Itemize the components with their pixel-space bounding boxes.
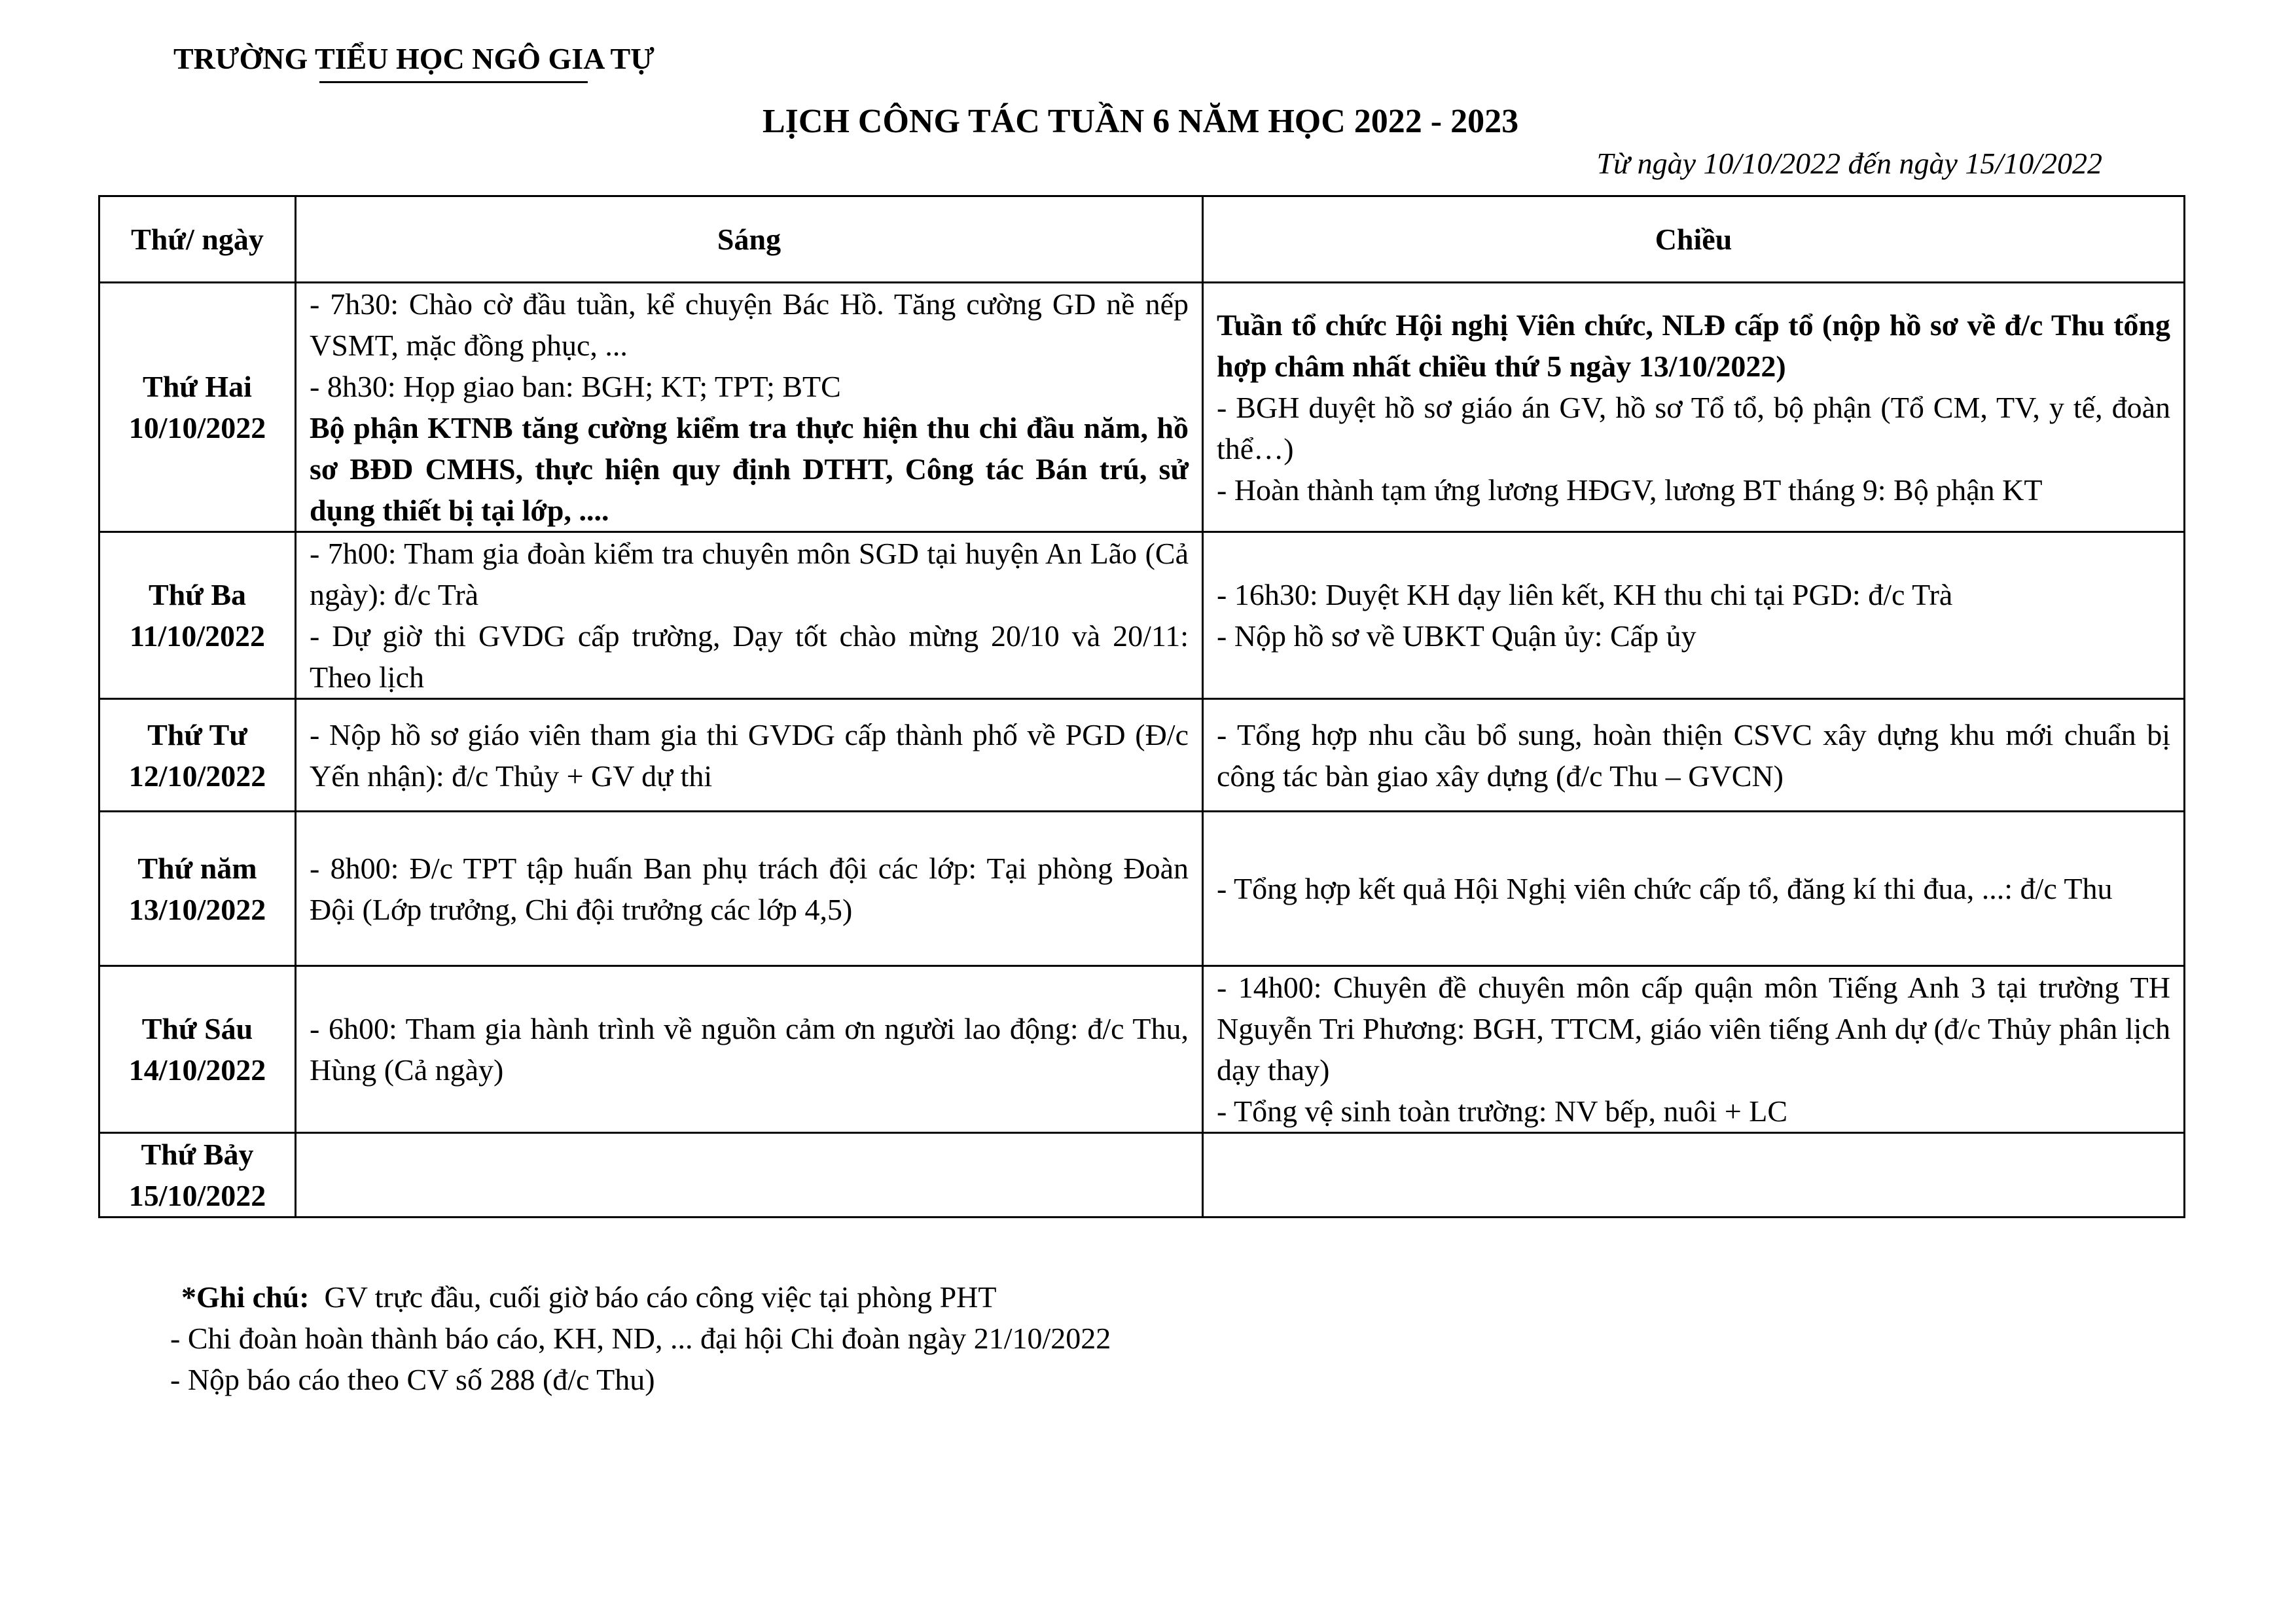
table-row <box>99 1133 2185 1218</box>
day-name: Thứ Tư <box>147 717 247 751</box>
day-name: Thứ Hai <box>143 370 252 403</box>
morning-cell <box>296 699 1203 812</box>
day-cell <box>99 1133 296 1218</box>
day-name: Thứ Ba <box>148 578 247 611</box>
notes <box>170 1276 1111 1400</box>
afternoon-entry: - Nộp hồ sơ về UBKT Quận ủy: Cấp ủy <box>1217 619 1696 653</box>
afternoon-entry: Tuần tổ chức Hội nghị Viên chức, NLĐ cấp tổ (nộp hồ sơ về đ/c Thu tổng hợp châm nhất chiều thứ 5 ngày 13/10/2022) <box>1217 308 2170 383</box>
table-row <box>99 532 2185 699</box>
morning-entry: - Nộp hồ sơ giáo viên tham gia thi GVDG cấp thành phố về PGD (Đ/c Yến nhận): đ/c Thủy + GV dự thi <box>310 717 1189 793</box>
morning-cell <box>296 1133 1203 1218</box>
morning-cell <box>296 966 1203 1133</box>
note-first-line <box>170 1276 1111 1318</box>
afternoon-entry: - Tổng hợp nhu cầu bổ sung, hoàn thiện CSVC xây dựng khu mới chuẩn bị công tác bàn giao xây dựng (đ/c Thu – GVCN) <box>1217 717 2170 793</box>
schedule-table <box>98 195 2185 1218</box>
day-cell <box>99 283 296 532</box>
afternoon-cell <box>1203 699 2185 812</box>
morning-cell <box>296 532 1203 699</box>
table-row <box>99 812 2185 966</box>
date-range: Từ ngày 10/10/2022 đến ngày 15/10/2022 <box>1596 147 2102 180</box>
afternoon-entry: - BGH duyệt hồ sơ giáo án GV, hồ sơ Tổ tổ, bộ phận (Tổ CM, TV, y tế, đoàn thể…) <box>1217 390 2170 465</box>
note-line: - Nộp báo cáo theo CV số 288 (đ/c Thu) <box>170 1363 655 1396</box>
column-header-afternoon: Chiều <box>1203 196 2185 283</box>
table-header-row <box>99 196 2185 283</box>
note-line: - Chi đoàn hoàn thành báo cáo, KH, ND, ... đại hội Chi đoàn ngày 21/10/2022 <box>170 1322 1111 1355</box>
afternoon-cell <box>1203 812 2185 966</box>
morning-entry: - 7h30: Chào cờ đầu tuần, kể chuyện Bác Hồ. Tăng cường GD nề nếp VSMT, mặc đồng phục, ... <box>310 287 1189 362</box>
school-name: TRƯỜNG TIỂU HỌC NGÔ GIA TỰ <box>173 42 655 75</box>
afternoon-entry: - Tổng hợp kết quả Hội Nghị viên chức cấp tổ, đăng kí thi đua, ...: đ/c Thu <box>1217 872 2113 905</box>
afternoon-cell <box>1203 532 2185 699</box>
morning-cell <box>296 812 1203 966</box>
day-date: 10/10/2022 <box>128 411 266 444</box>
morning-entry: Bộ phận KTNB tăng cường kiểm tra thực hiện thu chi đầu năm, hồ sơ BĐD CMHS, thực hiện quy định DTHT, Công tác Bán trú, sử dụng thiết bị tại lớp, .... <box>310 411 1189 527</box>
table-row <box>99 699 2185 812</box>
day-cell <box>99 966 296 1133</box>
day-date: 12/10/2022 <box>128 759 266 793</box>
day-name: Thứ Sáu <box>141 1012 253 1045</box>
morning-entry: - Dự giờ thi GVDG cấp trường, Dạy tốt chào mừng 20/10 và 20/11: Theo lịch <box>310 619 1189 694</box>
school-name-underline <box>319 81 588 83</box>
morning-entry: - 8h00: Đ/c TPT tập huấn Ban phụ trách đội các lớp: Tại phòng Đoàn Đội (Lớp trưởng, Chi đội trưởng các lớp 4,5) <box>310 851 1189 926</box>
afternoon-entry: - 14h00: Chuyên đề chuyên môn cấp quận môn Tiếng Anh 3 tại trường TH Nguyễn Tri Phương: BGH, TTCM, giáo viên tiếng Anh dự (đ/c Thủy phân lịch dạy thay) <box>1217 971 2170 1087</box>
morning-cell <box>296 283 1203 532</box>
day-date: 14/10/2022 <box>128 1053 266 1087</box>
note-first-text: GV trực đầu, cuối giờ báo cáo công việc tại phòng PHT <box>309 1280 997 1314</box>
afternoon-cell <box>1203 1133 2185 1218</box>
day-date: 11/10/2022 <box>129 619 266 653</box>
afternoon-entry: - Hoàn thành tạm ứng lương HĐGV, lương BT tháng 9: Bộ phận KT <box>1217 473 2043 507</box>
table-row <box>99 283 2185 532</box>
day-name: Thứ năm <box>137 851 257 885</box>
day-date: 13/10/2022 <box>128 892 266 926</box>
day-cell <box>99 812 296 966</box>
document-title: LỊCH CÔNG TÁC TUẦN 6 NĂM HỌC 2022 - 2023 <box>762 103 1519 140</box>
morning-entry: - 6h00: Tham gia hành trình về nguồn cảm ơn người lao động: đ/c Thu, Hùng (Cả ngày) <box>310 1012 1189 1087</box>
morning-entry: - 8h30: Họp giao ban: BGH; KT; TPT; BTC <box>310 370 841 403</box>
afternoon-entry: - 16h30: Duyệt KH dạy liên kết, KH thu chi tại PGD: đ/c Trà <box>1217 578 1953 611</box>
note-label: *Ghi chú: <box>181 1280 310 1314</box>
day-cell <box>99 699 296 812</box>
column-header-morning: Sáng <box>296 196 1203 283</box>
afternoon-cell <box>1203 966 2185 1133</box>
afternoon-entry: - Tổng vệ sinh toàn trường: NV bếp, nuôi + LC <box>1217 1094 1788 1128</box>
day-cell <box>99 532 296 699</box>
day-name: Thứ Bảy <box>141 1138 254 1171</box>
column-header-day: Thứ/ ngày <box>99 196 296 283</box>
table-row <box>99 966 2185 1133</box>
day-date: 15/10/2022 <box>128 1179 266 1212</box>
afternoon-cell <box>1203 283 2185 532</box>
morning-entry: - 7h00: Tham gia đoàn kiểm tra chuyên môn SGD tại huyện An Lão (Cả ngày): đ/c Trà <box>310 537 1189 611</box>
